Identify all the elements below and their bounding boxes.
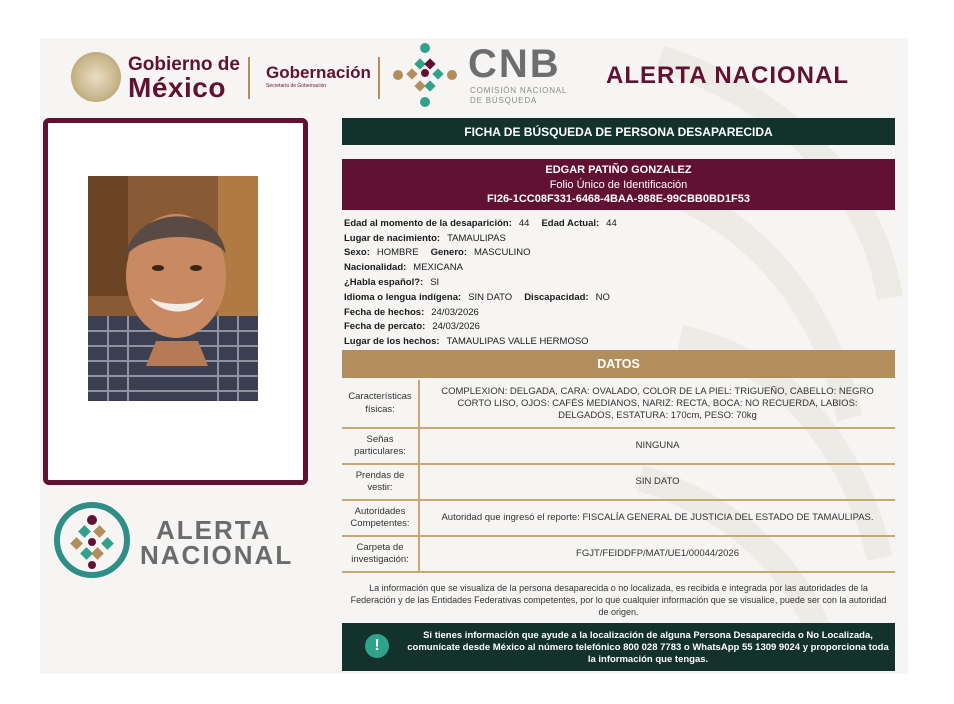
cnb-subtitle: COMISIÓN NACIONAL DE BÚSQUEDA: [470, 86, 567, 105]
field-value: NO: [595, 291, 610, 303]
field-value: 44: [518, 217, 530, 229]
field-label: Lugar de nacimiento:: [344, 232, 441, 244]
alerta-word: ALERTA: [156, 515, 272, 545]
nacional-word: NACIONAL: [140, 539, 294, 570]
row-label: Prendas de vestir:: [342, 464, 419, 500]
row-value: Autoridad que ingresó el reporte: FISCALÍA GENERAL DE JUSTICIA DEL ESTADO DE TAMAULIPAS.: [419, 500, 895, 536]
field-value: 24/03/2026: [432, 321, 480, 333]
gobierno-line2: México: [128, 72, 226, 103]
contact-info-text: Si tienes información que ayude a la localización de alguna Persona Desaparecida o No Localizada, comunícate desde México al número telefónico 800 028 7783 o WhatsApp 55 1309 9024 y proporciona toda la información que tengas.: [407, 630, 889, 666]
cnb-title: CNB: [468, 42, 561, 86]
gobierno-line1: Gobierno de: [128, 54, 240, 75]
person-photo: [88, 176, 258, 401]
field-row: [344, 290, 894, 305]
field-value: SI: [430, 277, 440, 289]
field-value: TAMAULIPAS VALLE HERMOSO: [446, 336, 589, 348]
field-value: MEXICANA: [413, 262, 463, 274]
field-value: 44: [606, 217, 617, 229]
field-label: Discapacidad:: [524, 291, 589, 303]
header-divider: [248, 57, 250, 99]
field-row: [344, 305, 894, 320]
ficha-title: FICHA DE BÚSQUEDA DE PERSONA DESAPARECIDA: [342, 118, 895, 145]
field-row: [344, 231, 894, 246]
row-label: Carpeta de investigación:: [342, 536, 419, 572]
person-fields: [344, 216, 894, 349]
field-row: [344, 275, 894, 290]
field-label: Fecha de percato:: [344, 321, 426, 333]
gobernacion-logo: Gobernación: [266, 63, 371, 82]
row-value: SIN DATO: [419, 464, 895, 500]
field-label: ¿Habla español?:: [344, 277, 424, 289]
table-row: [342, 428, 895, 464]
datos-header: DATOS: [342, 350, 895, 378]
field-label: Edad al momento de la desaparición:: [344, 217, 512, 229]
exclamation-icon: !: [365, 634, 389, 658]
field-label: Edad Actual:: [541, 217, 600, 229]
disclaimer-text: La información que se visualiza de la persona desaparecida o no localizada, es recibida e integrada por las autoridades de la Federación y de las Entidades Federativas competentes, por lo que cualquier información que se visualice, puede ser con la autoridad de origen.: [350, 583, 887, 617]
field-value: HOMBRE: [376, 247, 419, 259]
field-label: Fecha de hechos:: [344, 306, 425, 318]
person-name: EDGAR PATIÑO GONZALEZ: [545, 164, 692, 176]
alerta-nacional-logo-icon: [53, 501, 131, 579]
field-row: [344, 246, 894, 261]
field-row: [344, 260, 894, 275]
row-label: Características físicas:: [342, 380, 419, 428]
table-row: [342, 464, 895, 500]
field-label: Idioma o lengua indígena:: [344, 291, 462, 303]
row-value: NINGUNA: [419, 428, 895, 464]
table-row: [342, 500, 895, 536]
contact-info-bar: [342, 623, 895, 671]
gobernacion-sub: Secretaría de Gobernación: [266, 83, 327, 89]
row-label: Señas particulares:: [342, 428, 419, 464]
folio-value: FI26-1CC08F331-6468-4BAA-988E-99CBB0BD1F53: [487, 193, 750, 205]
field-row: [344, 320, 894, 335]
alerta-nacional-logo-text: [140, 515, 294, 570]
mexico-seal-logo: [71, 52, 121, 102]
person-name-box: [342, 159, 895, 210]
field-value: 24/03/2026: [431, 306, 479, 318]
field-label: Lugar de los hechos:: [344, 336, 440, 348]
row-label: Autoridades Competentes:: [342, 500, 419, 536]
field-row: [344, 216, 894, 231]
table-row: [342, 536, 895, 572]
field-value: TAMAULIPAS: [447, 232, 506, 244]
header-divider-2: [378, 57, 380, 99]
row-value: COMPLEXION: DELGADA, CARA: OVALADO, COLOR DE LA PIEL: TRIGUEÑO, CABELLO: NEGRO CORTO LISO, OJOS: CAFÉS MEDIANOS, NARIZ: RECTA, BOCA: NO RECUERDA, LABIOS: DELGADOS, ESTATURA: 170cm, PESO: 70kg: [419, 380, 895, 428]
datos-table: [342, 380, 895, 573]
folio-label: Folio Único de Identificación: [549, 178, 688, 191]
field-row: [344, 334, 894, 349]
gobierno-de-mexico-logo: [128, 55, 240, 102]
alerta-nacional-title: ALERTA NACIONAL: [606, 62, 849, 89]
field-label: Sexo:: [344, 247, 370, 259]
cnb-logo-icon: [390, 40, 460, 110]
row-value: FGJT/FEIDDFP/MAT/UE1/00044/2026: [419, 536, 895, 572]
field-label: Nacionalidad:: [344, 262, 407, 274]
table-row: [342, 380, 895, 428]
field-value: SIN DATO: [468, 291, 513, 303]
field-label: Genero:: [430, 247, 468, 259]
field-value: MASCULINO: [474, 247, 531, 259]
